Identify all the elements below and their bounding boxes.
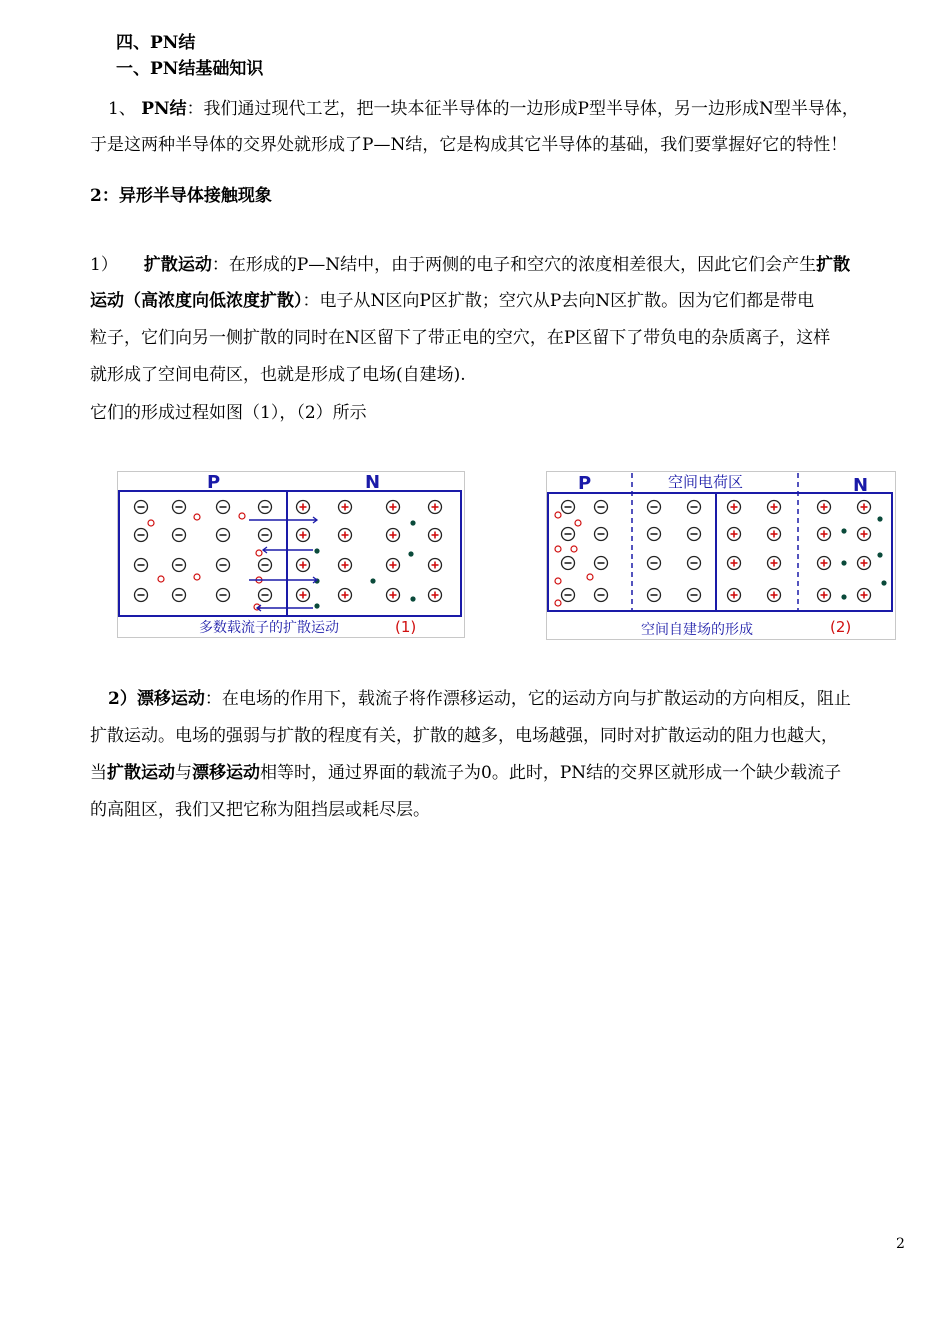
positive-ion (728, 528, 741, 541)
diffusion-line5: 它们的形成过程如图（1），（2）所示 (90, 403, 367, 423)
para1-line2: 于是这两种半导体的交界处就形成了P—N结，它是构成其它半导体的基础，我们要掌握好它的特性！ (90, 135, 848, 155)
positive-ion (858, 589, 871, 602)
hole (555, 546, 561, 552)
diffusion-number: 1） (90, 255, 118, 275)
positive-ion (818, 589, 831, 602)
positive-ion (818, 528, 831, 541)
fig1-label-n: N (365, 472, 381, 493)
positive-ion (429, 559, 442, 572)
fig2-number: (2) (830, 618, 852, 636)
fig1-number: (1) (395, 618, 417, 636)
positive-ion (768, 589, 781, 602)
positive-ion (339, 559, 352, 572)
negative-ion (217, 501, 230, 514)
hole (587, 574, 593, 580)
positive-ion (429, 589, 442, 602)
negative-ion (217, 589, 230, 602)
positive-ion (429, 529, 442, 542)
electron (410, 596, 415, 601)
positive-ion (297, 559, 310, 572)
negative-ion (595, 557, 608, 570)
electron (314, 548, 319, 553)
diffusion-bold2: 运动（高浓度向低浓度扩散） (90, 291, 303, 311)
diffusion-line1 (90, 254, 940, 276)
negative-ion (217, 529, 230, 542)
positive-ion (728, 557, 741, 570)
positive-ion (387, 501, 400, 514)
positive-ion (297, 501, 310, 514)
negative-ion (648, 589, 661, 602)
electron (841, 594, 846, 599)
negative-ion (562, 501, 575, 514)
positive-ion (768, 557, 781, 570)
negative-ion (688, 589, 701, 602)
negative-ion (135, 589, 148, 602)
drift-number: 2） (108, 689, 137, 709)
negative-ion (135, 559, 148, 572)
diffusion-line2 (90, 290, 940, 312)
drift-mid: 与 (175, 763, 192, 783)
negative-ion (688, 501, 701, 514)
positive-ion (387, 559, 400, 572)
diffusion-bold-end: 扩散 (816, 255, 851, 275)
negative-ion (259, 529, 272, 542)
fig1-label-p: P (207, 472, 221, 493)
drift-text1: ：在电场的作用下，载流子将作漂移运动，它的运动方向与扩散运动的方向相反，阻止 (204, 689, 851, 709)
diffusion-line3: 粒子，它们向另一侧扩散的同时在N区留下了带正电的空穴，在P区留下了带负电的杂质离子，这样 (90, 328, 831, 348)
hole (148, 520, 154, 526)
positive-ion (768, 501, 781, 514)
positive-ion (858, 501, 871, 514)
drift-line2: 扩散运动。电场的强弱与扩散的程度有关，扩散的越多，电场越强，同时对扩散运动的阻力也越大， (90, 726, 838, 746)
negative-ion (595, 589, 608, 602)
positive-ion (387, 529, 400, 542)
negative-ion (595, 528, 608, 541)
negative-ion (688, 528, 701, 541)
positive-ion (297, 529, 310, 542)
negative-ion (648, 501, 661, 514)
negative-ion (259, 589, 272, 602)
hole (239, 513, 245, 519)
negative-ion (173, 589, 186, 602)
hole (194, 514, 200, 520)
diffusion-line4: 就形成了空间电荷区，也就是形成了电场(自建场). (90, 365, 466, 385)
positive-ion (858, 557, 871, 570)
negative-ion (595, 501, 608, 514)
drift-line1 (108, 688, 950, 710)
electron (408, 551, 413, 556)
electron (841, 560, 846, 565)
negative-ion (259, 559, 272, 572)
positive-ion (728, 501, 741, 514)
hole (555, 512, 561, 518)
drift-text3: 相等时，通过界面的载流子为0。此时，PN结的交界区就形成一个缺少载流子 (260, 763, 842, 783)
positive-ion (387, 589, 400, 602)
negative-ion (562, 557, 575, 570)
para1-text: ：我们通过现代工艺，把一块本征半导体的一边形成P型半导体，另一边形成N型半导体， (186, 99, 859, 119)
negative-ion (259, 501, 272, 514)
negative-ion (688, 557, 701, 570)
negative-ion (648, 528, 661, 541)
drift-term: 漂移运动 (136, 689, 205, 709)
fig2-caption: 空间自建场的形成 (641, 622, 753, 638)
drift-line3 (90, 762, 940, 784)
diffusion-term: 扩散运动 (143, 255, 212, 275)
para1-term: PN结 (141, 99, 187, 119)
electron (370, 578, 375, 583)
drift-bold-diffusion: 扩散运动 (107, 763, 175, 783)
electron (881, 580, 886, 585)
negative-ion (562, 528, 575, 541)
negative-ion (648, 557, 661, 570)
hole (571, 546, 577, 552)
positive-ion (297, 589, 310, 602)
hole (555, 578, 561, 584)
para1-line1 (108, 98, 950, 120)
positive-ion (818, 501, 831, 514)
hole (158, 576, 164, 582)
para1-number: 1、 (108, 99, 136, 119)
hole (555, 600, 561, 606)
positive-ion (728, 589, 741, 602)
figure-space-charge (546, 471, 896, 640)
drift-line4: 的高阻区，我们又把它称为阻挡层或耗尽层。 (90, 800, 430, 820)
hole (194, 574, 200, 580)
electron (841, 528, 846, 533)
subheading-contact: 2：异形半导体接触现象 (90, 186, 272, 206)
negative-ion (562, 589, 575, 602)
electron (877, 516, 882, 521)
figure-diffusion (117, 471, 465, 638)
fig2-label-p: P (578, 473, 592, 494)
hole (575, 520, 581, 526)
electron (877, 552, 882, 557)
positive-ion (768, 528, 781, 541)
positive-ion (429, 501, 442, 514)
drift-pre: 当 (90, 763, 107, 783)
negative-ion (173, 501, 186, 514)
negative-ion (135, 529, 148, 542)
page-number: 2 (896, 1236, 905, 1252)
positive-ion (818, 557, 831, 570)
drift-bold-drift: 漂移运动 (192, 763, 260, 783)
negative-ion (173, 559, 186, 572)
negative-ion (135, 501, 148, 514)
positive-ion (858, 528, 871, 541)
diffusion-text1: ：在形成的P—N结中，由于两侧的电子和空穴的浓度相差很大，因此它们会产生 (211, 255, 817, 275)
electron (314, 603, 319, 608)
fig2-label-n: N (853, 475, 869, 496)
hole (256, 550, 262, 556)
diffusion-text2: ：电子从N区向P区扩散；空穴从P去向N区扩散。因为它们都是带电 (302, 291, 815, 311)
negative-ion (173, 529, 186, 542)
positive-ion (339, 529, 352, 542)
fig1-caption: 多数载流子的扩散运动 (199, 620, 339, 636)
positive-ion (339, 589, 352, 602)
section-heading: 一、PN结基础知识 (116, 59, 264, 79)
positive-ion (339, 501, 352, 514)
negative-ion (217, 559, 230, 572)
fig2-label-space: 空间电荷区 (668, 473, 744, 491)
chapter-heading: 四、PN结 (116, 33, 196, 53)
electron (410, 520, 415, 525)
